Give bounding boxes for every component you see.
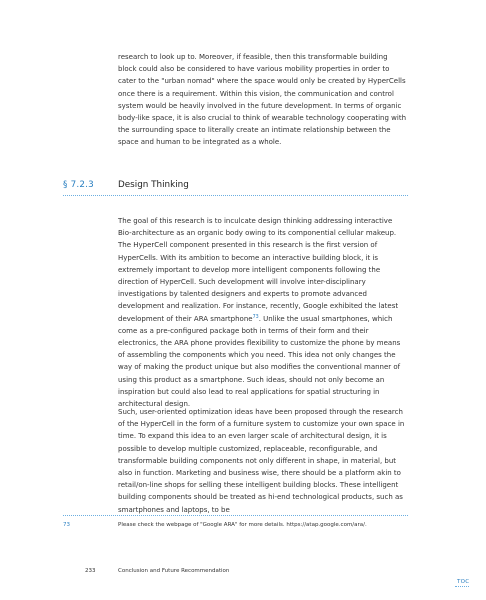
footnote-number: 73 <box>63 522 70 528</box>
paragraph-text: The goal of this research is to inculcate design thinking addressing interactive Bio-architecture as an organic body owing to its componential cellular makeup. The HyperCell component presented in this research is the first version of HyperCells. With its ambition to become an interactive building block, it is extremely important to develop more intelligent components following the direction of HyperCell. Such development will involve inter-disciplinary investigations by talented designers and experts to promote advanced development and realization. For instance, recently, Google exhibited the latest development of their ARA smartphone <box>118 217 399 323</box>
section-title: Design Thinking <box>118 180 189 190</box>
paragraph-text: . Unlike the usual smartphones, which come as a pre-configured package both in terms of their form and their electronics, the ARA phone provides flexibility to customize the phone by means of assembling the components which you need. This idea not only changes the way of making the product unique but also modifies the conventional manner of using this product as a smartphone. Such ideas, should not only become an inspiration but could also lead to real applications for spatial structuring in architectural design. <box>118 314 401 409</box>
footnote-text[interactable]: Please check the webpage of "Google ARA" for more details. https://atap.google.com/ara/. <box>118 522 367 528</box>
section-divider <box>63 195 408 196</box>
running-title: Conclusion and Future Recommendation <box>118 568 230 574</box>
section-number: § 7.2.3 <box>63 180 94 190</box>
toc-underline <box>455 586 469 587</box>
footnote-divider <box>63 515 408 516</box>
paragraph-user-oriented: Such, user-oriented optimization ideas have been proposed through the research of the HyperCell in the form of a furniture system to customize your own space in time. To expand this idea to an even larger scale of architectural design, it is possible to develop multiple customized, replaceable, reconfigurable, and transformable building components not only different in shape, in material, but also in function. Marketing and business wise, there should be a platform akin to retail/on-line shops for selling these intelligent building blocks. These intelligent building components should be treated as hi-end technological products, such as smartphones and laptops, to be <box>118 408 405 514</box>
paragraph-design-thinking <box>118 215 408 410</box>
toc-link[interactable]: TOC <box>457 579 470 585</box>
page-number: 233 <box>85 568 96 574</box>
footnote-reference[interactable]: 73 <box>252 314 259 320</box>
intro-paragraph: research to look up to. Moreover, if feasible, then this transformable building block could also be considered to have various mobility properties in order to cater to the "urban nomad" where the space would only be created by HyperCells once there is a requirement. Within this vision, the communication and control system would be heavily involved in the future development. In terms of organic body-like space, it is also crucial to think of wearable technology cooperating with the surrounding space to literally create an intimate relationship between the space and human to be integrated as a whole. <box>118 53 407 147</box>
